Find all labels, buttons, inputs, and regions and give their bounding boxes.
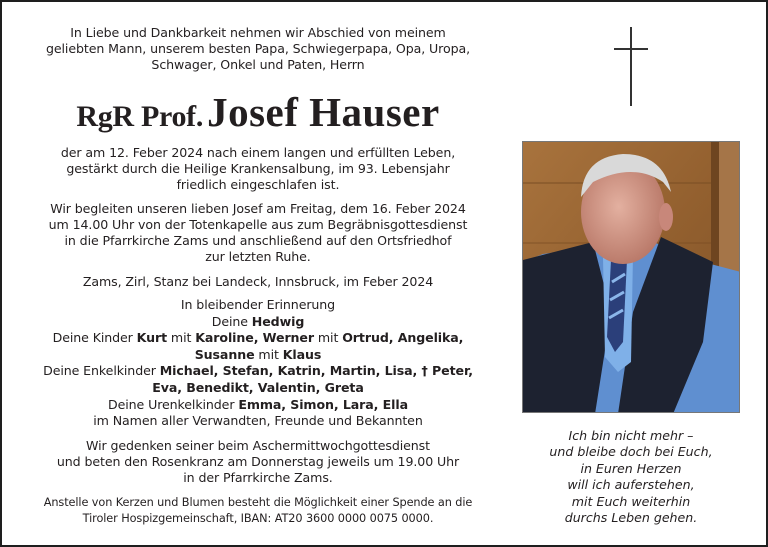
label: mit	[313, 330, 343, 346]
intro-line: Schwager, Onkel und Paten, Herrn	[151, 57, 365, 72]
cross-horizontal	[614, 48, 648, 50]
mourners-list	[24, 297, 492, 430]
poem-line: Ich bin nicht mehr –	[568, 428, 694, 443]
great-grandchildren-names: Emma, Simon, Lara, Ella	[238, 396, 408, 412]
label: mit	[167, 330, 196, 346]
child-name: Karoline, Werner	[195, 330, 314, 346]
intro-line: In Liebe und Dankbarkeit nehmen wir Abschied von meinem	[70, 25, 446, 40]
intro-line: geliebten Mann, unserem besten Papa, Schwiegerpapa, Opa, Uropa,	[45, 41, 470, 56]
cross-vertical	[630, 27, 632, 106]
grandchildren-names: Eva, Benedikt, Valentin, Greta	[152, 379, 364, 395]
memorial-poem	[522, 428, 740, 526]
deceased-name	[24, 88, 492, 136]
child-name: Ortrud, Angelika,	[342, 330, 464, 346]
death-line: friedlich eingeschlafen ist.	[176, 177, 340, 192]
child-name: Kurt	[136, 330, 168, 346]
poem-line: mit Euch weiterhin	[571, 493, 691, 509]
death-line: gestärkt durch die Heilige Krankensalbung, im 93. Lebensjahr	[66, 161, 450, 176]
prayer-details	[24, 438, 492, 486]
donation-line: Tiroler Hospizgemeinschaft, IBAN: AT20 3600 0000 0075 0000.	[82, 512, 434, 525]
grandchildren-line-2	[24, 380, 492, 397]
prayer-line: und beten den Rosenkranz am Donnerstag jeweils um 19.00 Uhr	[56, 454, 460, 469]
place-date	[24, 274, 492, 290]
label: Deine Kinder	[52, 330, 137, 346]
children-line-2	[24, 347, 492, 364]
label: mit	[254, 346, 283, 362]
donation-note	[24, 495, 492, 527]
funeral-line: um 14.00 Uhr von der Totenkapelle aus zum Begräbnisgottesdienst	[48, 217, 468, 232]
death-line: der am 12. Feber 2024 nach einem langen und erfüllten Leben,	[60, 145, 456, 160]
poem-line: durchs Leben gehen.	[564, 510, 698, 526]
poem-line: in Euren Herzen	[580, 460, 682, 476]
mourners-heading: In bleibender Erinnerung	[180, 297, 336, 312]
deceased-full-name: Josef Hauser	[207, 89, 440, 135]
death-notice	[24, 145, 492, 193]
funeral-line: zur letzten Ruhe.	[205, 249, 311, 264]
grandchildren-line	[24, 363, 492, 380]
intro-text	[24, 25, 492, 73]
poem-line: und bleibe doch bei Euch,	[549, 444, 713, 460]
child-name: Susanne	[194, 346, 255, 362]
wife-line	[24, 314, 492, 331]
deceased-title: RgR Prof.	[76, 100, 204, 133]
funeral-details	[24, 201, 492, 265]
child-name: Klaus	[282, 346, 322, 362]
prayer-line: Wir gedenken seiner beim Aschermittwochgottesdienst	[86, 438, 430, 453]
label: Deine Enkelkinder	[43, 363, 160, 379]
grandchildren-names: Michael, Stefan, Katrin, Martin, Lisa, † Peter,	[159, 363, 473, 379]
prayer-line: in der Pfarrkirche Zams.	[183, 470, 333, 485]
children-line	[24, 330, 492, 347]
portrait-photo	[522, 141, 740, 413]
place-date-text: Zams, Zirl, Stanz bei Landeck, Innsbruck, im Feber 2024	[82, 274, 434, 289]
mourners-closing: im Namen aller Verwandten, Freunde und Bekannten	[93, 413, 423, 429]
wife-name: Hedwig	[251, 313, 305, 329]
donation-line: Anstelle von Kerzen und Blumen besteht die Möglichkeit einer Spende an die	[43, 496, 473, 509]
great-grandchildren-line	[24, 397, 492, 414]
cross-icon	[614, 27, 648, 106]
funeral-line: in die Pfarrkirche Zams und anschließend auf den Ortsfriedhof	[64, 233, 452, 248]
label: Deine	[211, 313, 252, 329]
portrait-image	[523, 142, 740, 413]
label: Deine Urenkelkinder	[108, 396, 239, 412]
funeral-line: Wir begleiten unseren lieben Josef am Freitag, dem 16. Feber 2024	[50, 201, 466, 216]
poem-line: will ich auferstehen,	[567, 477, 695, 493]
